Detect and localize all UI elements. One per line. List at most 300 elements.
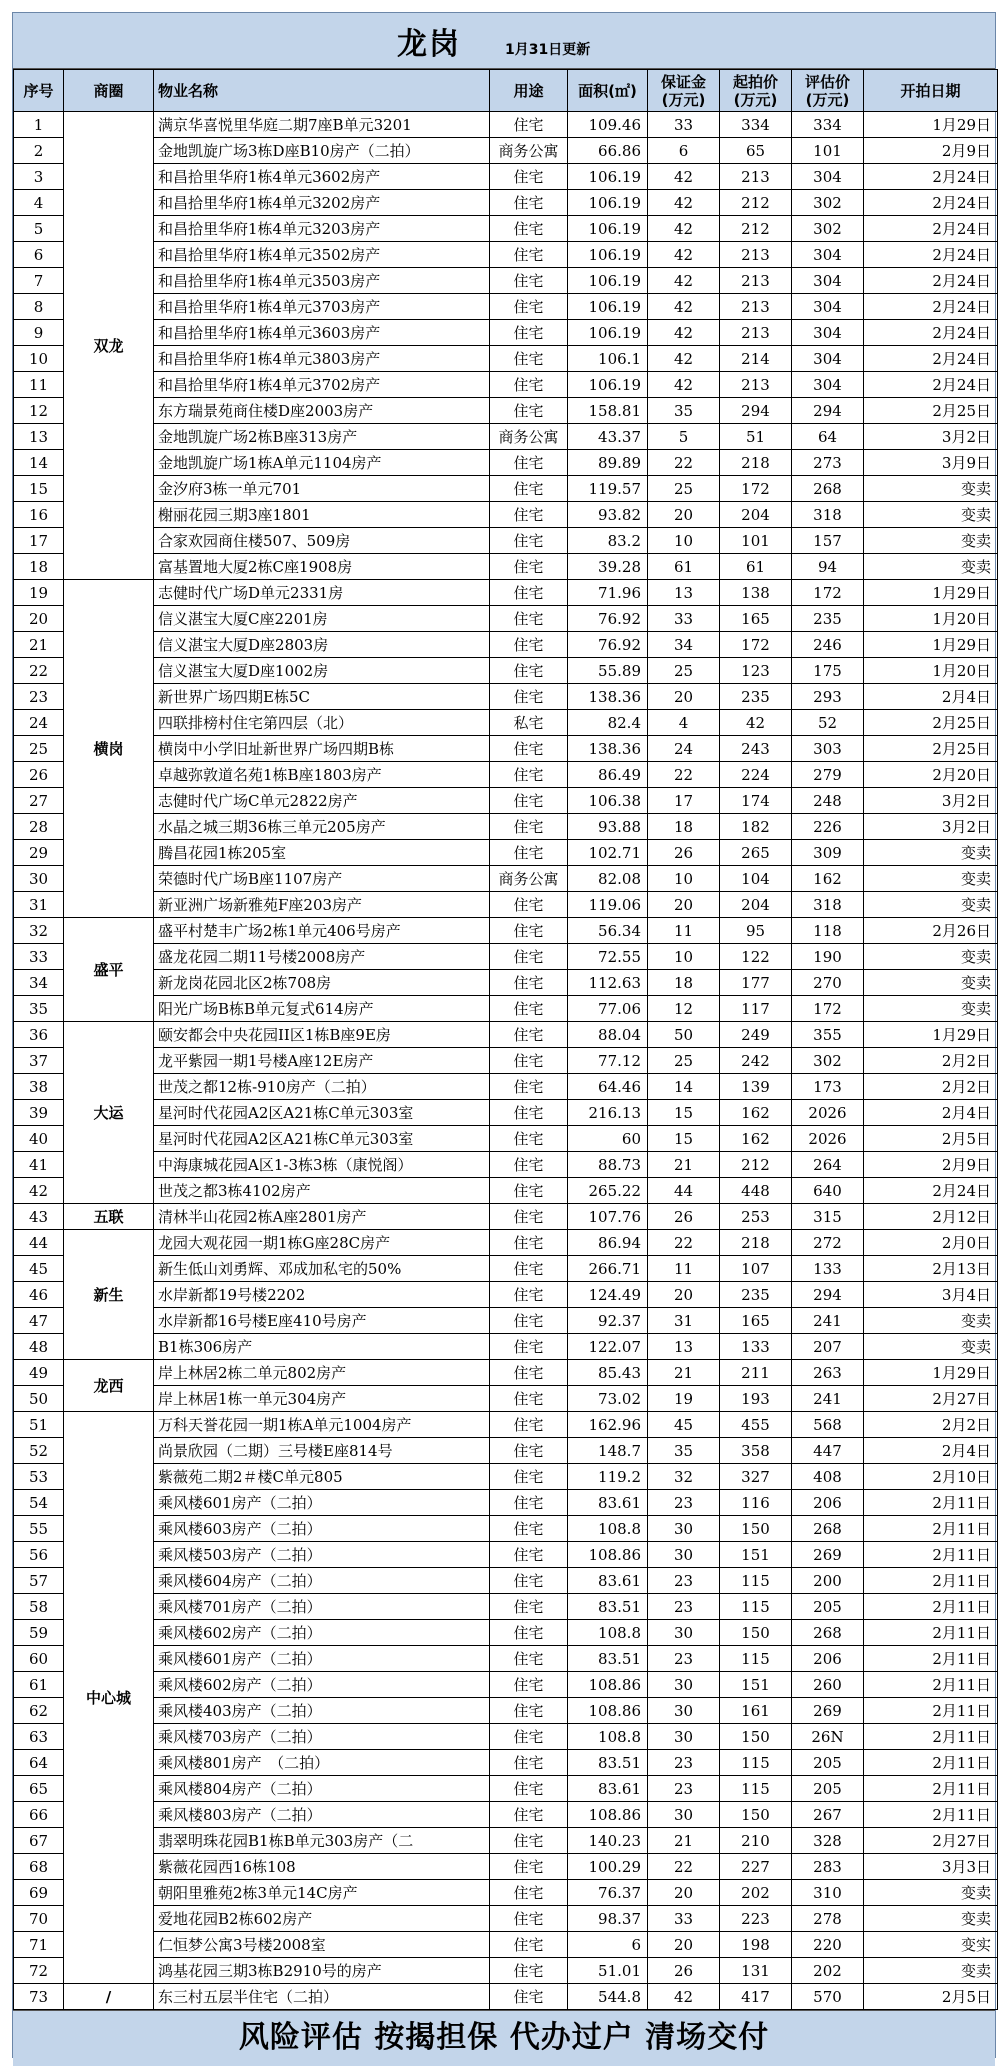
cell-valuation: 26N [792,1724,864,1750]
cell-start-price: 122 [720,944,792,970]
cell-deposit: 22 [648,1230,720,1256]
cell-start-price: 150 [720,1802,792,1828]
cell-no: 60 [14,1646,64,1672]
cell-area: 83.61 [568,1568,648,1594]
cell-start-price: 115 [720,1750,792,1776]
cell-start-price: 243 [720,736,792,762]
cell-usage: 住宅 [490,1672,568,1698]
cell-usage: 住宅 [490,814,568,840]
cell-no: 69 [14,1880,64,1906]
cell-deposit: 42 [648,164,720,190]
cell-usage: 住宅 [490,1464,568,1490]
cell-area: 83.51 [568,1646,648,1672]
cell-deposit: 25 [648,476,720,502]
cell-valuation: 302 [792,216,864,242]
cell-date: 2月2日 [864,1412,998,1438]
table-row [14,1750,998,1776]
cell-usage: 住宅 [490,294,568,320]
cell-date: 2月12日 [864,1204,998,1230]
cell-area: 162.96 [568,1412,648,1438]
cell-name: 爱地花园B2栋602房产 [154,1906,490,1932]
cell-no: 4 [14,190,64,216]
cell-usage: 住宅 [490,580,568,606]
cell-no: 20 [14,606,64,632]
cell-deposit: 42 [648,294,720,320]
cell-valuation: 190 [792,944,864,970]
cell-name: 乘风楼601房产（二拍） [154,1646,490,1672]
cell-start-price: 327 [720,1464,792,1490]
cell-name: 和昌拾里华府1栋4单元3703房产 [154,294,490,320]
cell-name: 鸿基花园三期3栋B2910号的房产 [154,1958,490,1984]
cell-date: 2月11日 [864,1802,998,1828]
cell-usage: 住宅 [490,1048,568,1074]
cell-usage: 住宅 [490,1360,568,1386]
cell-start-price: 334 [720,112,792,138]
cell-no: 56 [14,1542,64,1568]
table-row [14,216,998,242]
cell-district: 大运 [64,1022,154,1204]
cell-area: 72.55 [568,944,648,970]
cell-start-price: 65 [720,138,792,164]
cell-district: 横岗 [64,580,154,918]
cell-area: 140.23 [568,1828,648,1854]
cell-area: 82.08 [568,866,648,892]
cell-usage: 住宅 [490,1932,568,1958]
cell-no: 58 [14,1594,64,1620]
cell-name: 金地凯旋广场1栋A单元1104房产 [154,450,490,476]
cell-valuation: 162 [792,866,864,892]
table-row [14,632,998,658]
cell-no: 14 [14,450,64,476]
cell-start-price: 107 [720,1256,792,1282]
cell-start-price: 165 [720,1308,792,1334]
cell-valuation: 268 [792,1516,864,1542]
cell-start-price: 115 [720,1568,792,1594]
cell-area: 98.37 [568,1906,648,1932]
cell-no: 49 [14,1360,64,1386]
cell-no: 17 [14,528,64,554]
cell-area: 55.89 [568,658,648,684]
cell-valuation: 202 [792,1958,864,1984]
cell-valuation: 315 [792,1204,864,1230]
cell-start-price: 249 [720,1022,792,1048]
cell-date: 1月20日 [864,606,998,632]
cell-valuation: 570 [792,1984,864,2010]
table-row [14,918,998,944]
cell-name: 乘风楼803房产（二拍） [154,1802,490,1828]
cell-deposit: 19 [648,1386,720,1412]
cell-no: 7 [14,268,64,294]
cell-valuation: 408 [792,1464,864,1490]
cell-start-price: 213 [720,372,792,398]
cell-name: 星河时代花园A2区A21栋C单元303室 [154,1126,490,1152]
cell-valuation: 293 [792,684,864,710]
cell-area: 106.1 [568,346,648,372]
cell-no: 71 [14,1932,64,1958]
cell-usage: 住宅 [490,1594,568,1620]
col-header-start-price: 起拍价(万元) [720,70,792,112]
cell-deposit: 17 [648,788,720,814]
cell-no: 12 [14,398,64,424]
cell-name: 乘风楼603房产（二拍） [154,1516,490,1542]
cell-deposit: 61 [648,554,720,580]
cell-date: 2月25日 [864,398,998,424]
cell-date: 2月11日 [864,1542,998,1568]
cell-date: 2月11日 [864,1698,998,1724]
cell-deposit: 44 [648,1178,720,1204]
cell-usage: 住宅 [490,1204,568,1230]
table-row [14,424,998,450]
cell-valuation: 263 [792,1360,864,1386]
cell-name: 信义湛宝大厦D座1002房 [154,658,490,684]
cell-name: 朝阳里雅苑2栋3单元14C房产 [154,1880,490,1906]
cell-usage: 商务公寓 [490,424,568,450]
cell-name: 阳光广场B栋B单元复式614房产 [154,996,490,1022]
cell-deposit: 34 [648,632,720,658]
cell-no: 40 [14,1126,64,1152]
cell-usage: 住宅 [490,1490,568,1516]
cell-area: 158.81 [568,398,648,424]
cell-name: 乘风楼503房产（二拍） [154,1542,490,1568]
cell-start-price: 214 [720,346,792,372]
cell-area: 71.96 [568,580,648,606]
cell-name: 合家欢园商住楼507、509房 [154,528,490,554]
cell-start-price: 253 [720,1204,792,1230]
cell-area: 83.2 [568,528,648,554]
cell-date: 2月4日 [864,1438,998,1464]
cell-date: 2月26日 [864,918,998,944]
cell-area: 82.4 [568,710,648,736]
cell-area: 106.19 [568,190,648,216]
table-row [14,866,998,892]
cell-deposit: 22 [648,762,720,788]
table-row [14,1542,998,1568]
cell-date: 变卖 [864,866,998,892]
cell-date: 2月24日 [864,372,998,398]
cell-start-price: 294 [720,398,792,424]
cell-date: 2月5日 [864,1126,998,1152]
table-row [14,1854,998,1880]
table-row [14,1100,998,1126]
cell-deposit: 33 [648,1906,720,1932]
cell-deposit: 26 [648,1958,720,1984]
cell-deposit: 42 [648,268,720,294]
cell-deposit: 42 [648,216,720,242]
cell-date: 3月4日 [864,1282,998,1308]
cell-usage: 住宅 [490,1282,568,1308]
cell-valuation: 205 [792,1776,864,1802]
cell-valuation: 207 [792,1334,864,1360]
cell-no: 33 [14,944,64,970]
table-row [14,1516,998,1542]
table-row [14,294,998,320]
cell-no: 13 [14,424,64,450]
cell-usage: 住宅 [490,112,568,138]
cell-no: 5 [14,216,64,242]
cell-start-price: 448 [720,1178,792,1204]
cell-valuation: 206 [792,1490,864,1516]
col-header-no: 序号 [14,70,64,112]
cell-area: 100.29 [568,1854,648,1880]
cell-area: 77.12 [568,1048,648,1074]
cell-deposit: 26 [648,840,720,866]
cell-deposit: 35 [648,1438,720,1464]
cell-deposit: 20 [648,1282,720,1308]
cell-deposit: 42 [648,320,720,346]
cell-start-price: 210 [720,1828,792,1854]
table-row [14,1698,998,1724]
cell-start-price: 150 [720,1724,792,1750]
cell-deposit: 32 [648,1464,720,1490]
cell-name: 和昌拾里华府1栋4单元3503房产 [154,268,490,294]
cell-valuation: 304 [792,242,864,268]
cell-usage: 住宅 [490,1152,568,1178]
cell-name: B1栋306房产 [154,1334,490,1360]
table-row [14,1880,998,1906]
title-bar [13,13,995,69]
cell-usage: 住宅 [490,1126,568,1152]
cell-name: 和昌拾里华府1栋4单元3803房产 [154,346,490,372]
cell-start-price: 115 [720,1594,792,1620]
table-row [14,1802,998,1828]
cell-usage: 住宅 [490,658,568,684]
cell-date: 2月2日 [864,1074,998,1100]
cell-deposit: 13 [648,1334,720,1360]
cell-usage: 住宅 [490,1412,568,1438]
cell-area: 106.19 [568,268,648,294]
cell-date: 变卖 [864,996,998,1022]
cell-no: 61 [14,1672,64,1698]
cell-usage: 商务公寓 [490,866,568,892]
footer-slogan: 风险评估 按揭担保 代办过户 清场交付 [13,2010,995,2066]
cell-area: 64.46 [568,1074,648,1100]
cell-date: 变卖 [864,1334,998,1360]
cell-deposit: 25 [648,658,720,684]
cell-valuation: 175 [792,658,864,684]
cell-name: 紫薇花园西16栋108 [154,1854,490,1880]
cell-area: 544.8 [568,1984,648,2010]
cell-district: 盛平 [64,918,154,1022]
table-row [14,1126,998,1152]
cell-usage: 住宅 [490,1178,568,1204]
cell-area: 85.43 [568,1360,648,1386]
table-row [14,1464,998,1490]
cell-no: 21 [14,632,64,658]
table-row [14,1906,998,1932]
cell-area: 93.82 [568,502,648,528]
cell-no: 9 [14,320,64,346]
cell-valuation: 205 [792,1594,864,1620]
cell-start-price: 51 [720,424,792,450]
cell-start-price: 213 [720,268,792,294]
table-row [14,970,998,996]
cell-date: 2月11日 [864,1490,998,1516]
cell-valuation: 355 [792,1022,864,1048]
cell-area: 88.04 [568,1022,648,1048]
cell-name: 信义湛宝大厦D座2803房 [154,632,490,658]
cell-no: 55 [14,1516,64,1542]
cell-name: 满京华喜悦里华庭二期7座B单元3201 [154,112,490,138]
cell-deposit: 18 [648,970,720,996]
cell-area: 119.06 [568,892,648,918]
cell-usage: 住宅 [490,1516,568,1542]
cell-date: 变卖 [864,1906,998,1932]
cell-deposit: 18 [648,814,720,840]
cell-area: 216.13 [568,1100,648,1126]
cell-name: 清林半山花园2栋A座2801房产 [154,1204,490,1230]
cell-deposit: 23 [648,1490,720,1516]
cell-name: 富基置地大厦2栋C座1908房 [154,554,490,580]
cell-no: 54 [14,1490,64,1516]
cell-date: 2月11日 [864,1568,998,1594]
cell-area: 265.22 [568,1178,648,1204]
cell-valuation: 241 [792,1386,864,1412]
cell-usage: 住宅 [490,918,568,944]
cell-start-price: 218 [720,1230,792,1256]
cell-no: 28 [14,814,64,840]
cell-district: 双龙 [64,112,154,580]
table-row [14,502,998,528]
cell-name: 乘风楼804房产（二拍） [154,1776,490,1802]
cell-name: 乘风楼801房产 （二拍） [154,1750,490,1776]
cell-valuation: 268 [792,1620,864,1646]
cell-name: 金地凯旋广场2栋B座313房产 [154,424,490,450]
cell-usage: 住宅 [490,1334,568,1360]
cell-deposit: 20 [648,502,720,528]
cell-name: 盛平村楚丰广场2栋1单元406号房产 [154,918,490,944]
cell-valuation: 241 [792,1308,864,1334]
cell-usage: 住宅 [490,268,568,294]
cell-start-price: 115 [720,1776,792,1802]
cell-date: 3月2日 [864,424,998,450]
table-row [14,762,998,788]
cell-valuation: 318 [792,502,864,528]
cell-date: 2月9日 [864,1152,998,1178]
cell-usage: 住宅 [490,840,568,866]
cell-name: 和昌拾里华府1栋4单元3602房产 [154,164,490,190]
cell-deposit: 20 [648,684,720,710]
cell-date: 变卖 [864,476,998,502]
cell-usage: 住宅 [490,1698,568,1724]
cell-valuation: 118 [792,918,864,944]
cell-area: 6 [568,1932,648,1958]
cell-name: 岸上林居2栋二单元802房产 [154,1360,490,1386]
cell-name: 水岸新都19号楼2202 [154,1282,490,1308]
cell-valuation: 302 [792,190,864,216]
cell-deposit: 35 [648,398,720,424]
cell-usage: 住宅 [490,450,568,476]
cell-name: 信义湛宝大厦C座2201房 [154,606,490,632]
table-row [14,944,998,970]
cell-usage: 住宅 [490,164,568,190]
col-header-area: 面积(㎡) [568,70,648,112]
cell-area: 76.37 [568,1880,648,1906]
table-body [14,112,998,2010]
cell-no: 22 [14,658,64,684]
cell-start-price: 174 [720,788,792,814]
cell-usage: 住宅 [490,216,568,242]
col-header-district: 商圈 [64,70,154,112]
cell-valuation: 260 [792,1672,864,1698]
table-row [14,1308,998,1334]
cell-start-price: 133 [720,1334,792,1360]
table-row [14,710,998,736]
table-row [14,450,998,476]
cell-valuation: 272 [792,1230,864,1256]
cell-deposit: 25 [648,1048,720,1074]
cell-name: 金汐府3栋一单元701 [154,476,490,502]
cell-name: 四联排榜村住宅第四层（北） [154,710,490,736]
cell-no: 57 [14,1568,64,1594]
cell-deposit: 13 [648,580,720,606]
cell-start-price: 235 [720,1282,792,1308]
cell-area: 108.8 [568,1724,648,1750]
cell-name: 万科天誉花园一期1栋A单元1004房产 [154,1412,490,1438]
cell-valuation: 173 [792,1074,864,1100]
cell-name: 颐安都会中央花园II区1栋B座9E房 [154,1022,490,1048]
table-row [14,1438,998,1464]
cell-area: 106.19 [568,216,648,242]
cell-area: 102.71 [568,840,648,866]
cell-no: 66 [14,1802,64,1828]
cell-no: 38 [14,1074,64,1100]
table-row [14,1672,998,1698]
cell-usage: 住宅 [490,1776,568,1802]
cell-date: 1月29日 [864,112,998,138]
cell-deposit: 42 [648,372,720,398]
table-row [14,1724,998,1750]
cell-usage: 住宅 [490,1074,568,1100]
cell-date: 2月24日 [864,294,998,320]
cell-usage: 住宅 [490,1880,568,1906]
cell-usage: 私宅 [490,710,568,736]
cell-deposit: 21 [648,1360,720,1386]
cell-area: 119.57 [568,476,648,502]
cell-date: 变卖 [864,1308,998,1334]
table-row [14,1984,998,2010]
cell-valuation: 52 [792,710,864,736]
cell-no: 46 [14,1282,64,1308]
cell-date: 2月24日 [864,242,998,268]
cell-area: 77.06 [568,996,648,1022]
cell-deposit: 15 [648,1100,720,1126]
cell-start-price: 212 [720,190,792,216]
cell-area: 106.19 [568,242,648,268]
cell-usage: 住宅 [490,996,568,1022]
cell-no: 16 [14,502,64,528]
table-row [14,1620,998,1646]
cell-usage: 住宅 [490,684,568,710]
cell-deposit: 45 [648,1412,720,1438]
cell-name: 荣德时代广场B座1107房产 [154,866,490,892]
cell-name: 乘风楼403房产（二拍） [154,1698,490,1724]
cell-name: 水岸新都16号楼E座410号房产 [154,1308,490,1334]
cell-start-price: 182 [720,814,792,840]
cell-usage: 住宅 [490,788,568,814]
cell-deposit: 20 [648,892,720,918]
cell-date: 变卖 [864,892,998,918]
cell-valuation: 328 [792,1828,864,1854]
table-row [14,528,998,554]
cell-no: 51 [14,1412,64,1438]
cell-date: 2月24日 [864,1178,998,1204]
table-row [14,398,998,424]
cell-valuation: 278 [792,1906,864,1932]
cell-name: 新世界广场四期E栋5C [154,684,490,710]
cell-date: 1月20日 [864,658,998,684]
table-row [14,1386,998,1412]
cell-valuation: 205 [792,1750,864,1776]
